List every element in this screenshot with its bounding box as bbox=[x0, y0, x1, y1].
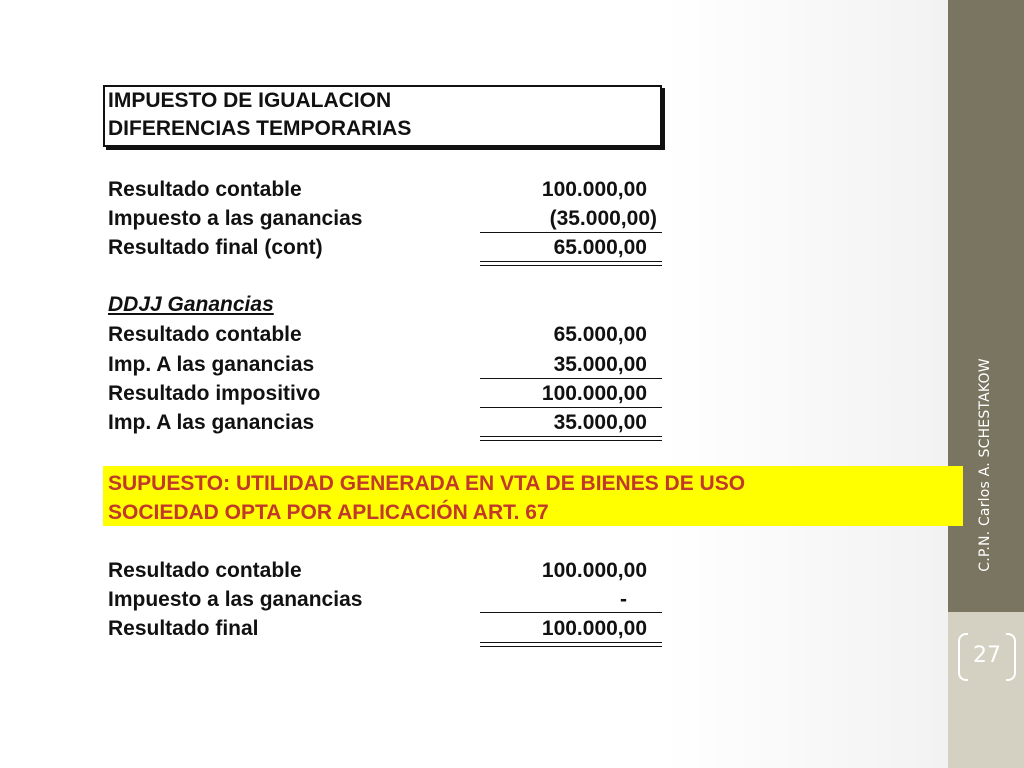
row-label: Imp. A las ganancias bbox=[108, 411, 315, 434]
row-label: Impuesto a las ganancias bbox=[108, 207, 363, 230]
title-line-1: IMPUESTO DE IGUALACION bbox=[108, 89, 392, 112]
supuesto-line-2: SOCIEDAD OPTA POR APLICACIÓN ART. 67 bbox=[108, 501, 549, 524]
row-label: Resultado final (cont) bbox=[108, 236, 323, 259]
double-underline bbox=[480, 261, 662, 266]
row-label: Imp. A las ganancias bbox=[108, 353, 315, 376]
underline bbox=[480, 612, 662, 613]
row-value: 65.000,00 bbox=[553, 236, 647, 259]
title-line-2: DIFERENCIAS TEMPORARIAS bbox=[108, 117, 412, 140]
row-value: 100.000,00 bbox=[541, 559, 647, 582]
row-value: 35.000,00 bbox=[553, 411, 647, 434]
row-label: Resultado impositivo bbox=[108, 382, 321, 405]
row-value: 65.000,00 bbox=[553, 323, 647, 346]
ddjj-heading: DDJJ Ganancias bbox=[108, 293, 274, 316]
row-label: Resultado contable bbox=[108, 559, 302, 582]
row-label: Resultado contable bbox=[108, 178, 302, 201]
row-label: Impuesto a las ganancias bbox=[108, 588, 363, 611]
row-value: 100.000,00 bbox=[541, 617, 647, 640]
row-value: - bbox=[620, 588, 627, 611]
double-underline bbox=[480, 436, 662, 441]
supuesto-line-1: SUPUESTO: UTILIDAD GENERADA EN VTA DE BIENES DE USO bbox=[108, 472, 746, 495]
author-credit: C.P.N. Carlos A. SCHESTAKOW bbox=[977, 358, 993, 572]
row-value: (35.000,00) bbox=[549, 207, 657, 230]
row-value: 35.000,00 bbox=[553, 353, 647, 376]
row-value: 100.000,00 bbox=[541, 382, 647, 405]
row-label: Resultado final bbox=[108, 617, 259, 640]
page-number: 27 bbox=[958, 633, 1016, 679]
row-value: 100.000,00 bbox=[541, 178, 647, 201]
double-underline bbox=[480, 642, 662, 647]
row-label: Resultado contable bbox=[108, 323, 302, 346]
